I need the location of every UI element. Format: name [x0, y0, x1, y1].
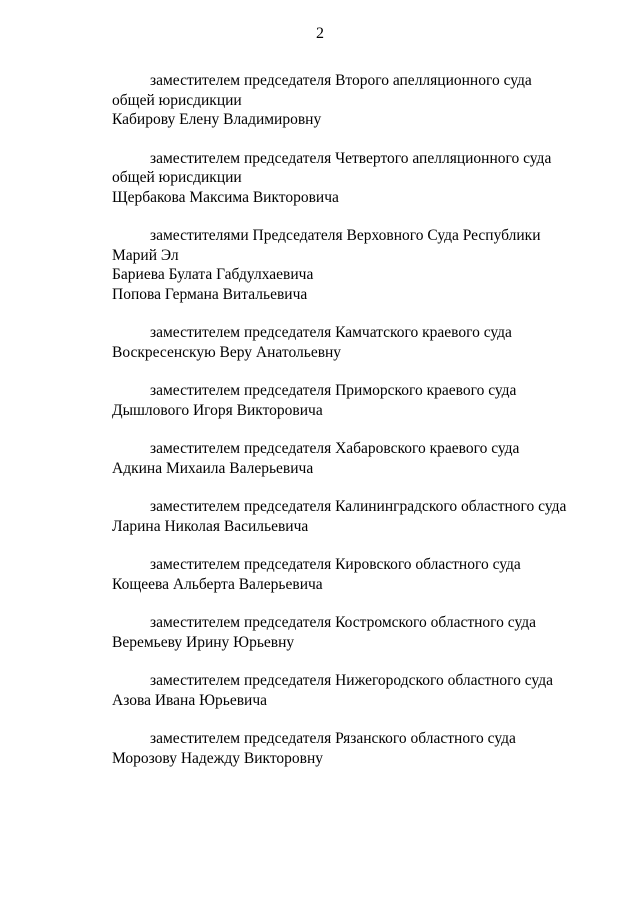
position-text: заместителем председателя Приморского краевого суда — [150, 382, 517, 399]
appointment-entry — [112, 497, 570, 536]
position-text: заместителями Председателя Верховного Суда Республики Марий Эл — [112, 227, 541, 264]
appointment-entry — [112, 439, 570, 478]
page-number: 2 — [316, 25, 324, 42]
person-name: Адкина Михаила Валерьевича — [112, 459, 314, 477]
position-text: заместителем председателя Рязанского областного суда — [150, 730, 516, 747]
appointment-entry — [112, 381, 570, 420]
person-name: Кощеева Альберта Валерьевича — [112, 575, 323, 593]
position-text: заместителем председателя Калининградского областного суда — [150, 498, 567, 515]
appointment-entry — [112, 226, 570, 304]
appointment-entry — [112, 613, 570, 652]
person-name: Кабирову Елену Владимировну — [112, 111, 322, 128]
person-name: Попова Германа Витальевича — [112, 285, 308, 303]
person-name: Бариева Булата Габдулхаевича — [112, 266, 314, 283]
position-text: заместителем председателя Нижегородского областного суда — [150, 672, 553, 689]
person-name: Веремьеву Ирину Юрьевну — [112, 633, 295, 651]
appointment-entry — [112, 555, 570, 594]
position-text: заместителем председателя Второго апелляционного суда общей юрисдикции — [112, 72, 532, 109]
appointment-entry — [112, 71, 570, 130]
appointment-entry — [112, 671, 570, 710]
appointment-entry — [112, 149, 570, 208]
person-name: Щербакова Максима Викторовича — [112, 188, 339, 206]
position-text: заместителем председателя Хабаровского краевого суда — [150, 440, 520, 457]
person-name: Воскресенскую Веру Анатольевну — [112, 343, 342, 361]
person-name: Морозову Надежду Викторовну — [112, 749, 324, 767]
position-text: заместителем председателя Кировского областного суда — [150, 556, 521, 573]
position-text: заместителем председателя Камчатского краевого суда — [150, 324, 512, 341]
person-name: Азова Ивана Юрьевича — [112, 691, 267, 709]
position-text: заместителем председателя Костромского областного суда — [150, 614, 536, 631]
person-name: Ларина Николая Васильевича — [112, 517, 309, 535]
appointment-entry — [112, 323, 570, 362]
appointments-list — [112, 71, 570, 768]
position-text: заместителем председателя Четвертого апелляционного суда общей юрисдикции — [112, 149, 552, 186]
person-name: Дышлового Игоря Викторовича — [112, 401, 323, 419]
appointment-entry — [112, 729, 570, 768]
